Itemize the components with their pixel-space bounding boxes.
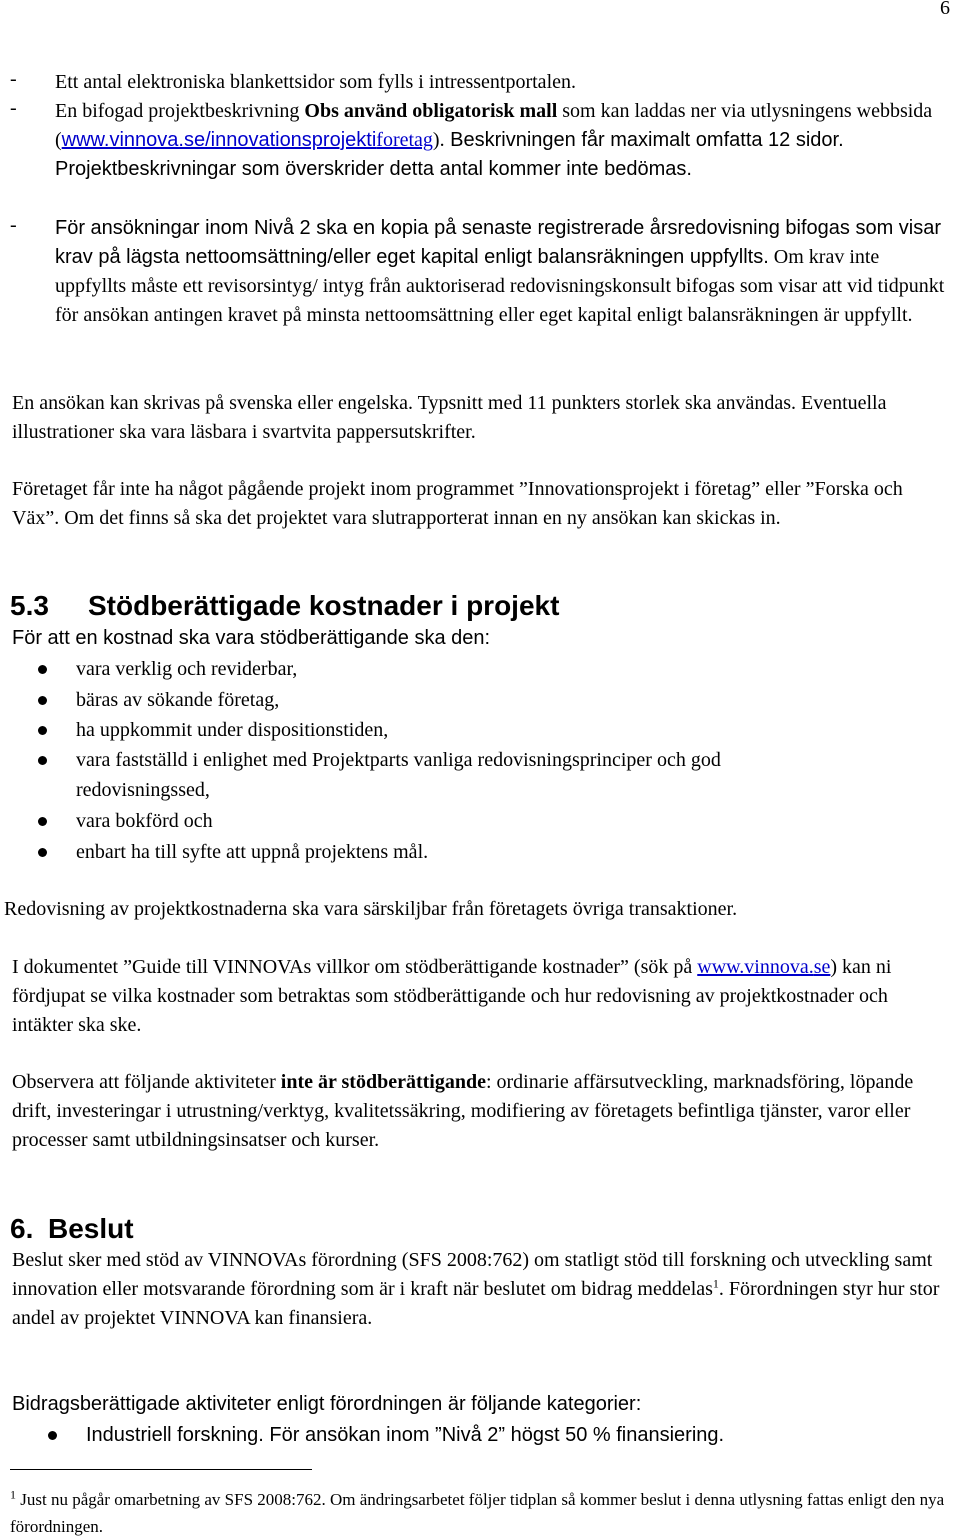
document-page: 6 - Ett antal elektroniska blankettsidor som fylls i intressentportalen. - En bifogad projektbeskrivning Obs använd obligatorisk mall som kan laddas ner via utlysningens webbsida (www.vinnova.se/innovationsprojektiforetag). Beskrivningen får maximalt omfatta 12 sidor. Projektbeskrivningar som överskrider detta antal kommer inte bedömas. - För ansökningar inom Nivå 2 ska en kopia på senaste registrerade årsredovisning bifogas som visar krav på lägsta nettoomsättning/eller eget kapital enligt balansräkningen uppfyllts. Om krav inte uppfyllts måste ett revisorsintyg/ intyg från auktoriserad redovisningskonsult bifogas som visar att vid tidpunkt för ansökan antingen kravet på minsta nettoomsättning eller eget kapital enligt balansräkningen är uppfyllt. En ansökan kan skrivas på svenska eller engelska. Typsnitt med 11 punkters storlek ska användas. Eventuella illustrationer ska vara läsbara i svartvita pappersutskrifter. Företaget får inte ha något pågående projekt inom programmet ”Innovationsprojekt i företag” eller ”Forska och Väx”. Om det finns så ska det projektet vara slutrapporterat innan en ny ansökan kan skickas in. 5.3 Stödberättigade kostnader i projekt För att en kostnad ska vara stödberättigande ska den: vara verklig och reviderbar, bäras av sökande företag, ha uppkommit under dispositionstiden, vara fastställd i enlighet med Projektparts vanliga redovisningsprinciper och god redovisningssed, vara bokförd och enbart ha till syfte att uppnå projektens mål. Redovisning av projektkostnaderna ska vara särskiljbar från företagets övriga transaktioner. I dokumentet ”Guide till VINNOVAs villkor om stödberättigande kostnader” (sök på www.vinnova.se) kan ni fördjupat se vilka kostnader som betraktas som stödberättigande och hur redovisning av projektkostnader och intäkter ska ske. Observera att följande aktiviteter inte är stödberättigande: ordinarie affärsutveckling, marknadsföring, löpande drift, investeringar i utrustning/verktyg, kvalitetssäkring, modifiering av företagets befintliga tjänster, varor eller processer samt utbildningsinsatser och kurser. 6. Beslut Beslut sker med stöd av VINNOVAs förordning (SFS 2008:762) om statligt stöd till forskning och utveckling samt innovation eller motsvarande förordning som är i kraft när beslutet om bidrag meddelas$^1$. Förordningen styr hur stor andel av projektet VINNOVA kan finansiera. Bidragsberättigade aktiviteter enligt förordningen är följande kategorier: Industriell forskning. För ansökan inom ”Nivå 2” högst 50 % finansiering. $^1$ Just nu pågår omarbetning av SFS 2008:762. Om ändringsarbetet följer tidplan så kommer beslut i denna utlysning fattas enligt den nya förordningen. bbox=[0, 0, 960, 1534]
footnote: $^1$ Just nu pågår omarbetning av SFS 2008:762. Om ändringsarbetet följer tidplan så kommer beslut i denna utlysning fattas enligt den nya förordningen. bbox=[10, 1487, 945, 1536]
paragraph-ongoing-projects: Företaget får inte ha något pågående projekt inom programmet ”Innovationsprojekt i företag” eller ”Forska och Väx”. Om det finns så ska det projektet vara slutrapporterat innan en ny ansökan kan skickas in. bbox=[12, 478, 903, 529]
bullet-icon bbox=[38, 848, 47, 857]
dash-item-3: För ansökningar inom Nivå 2 ska en kopia på senaste registrerade årsredovisning bifogas som visar krav på lägsta nettoomsättning/eller eget kapital enligt balansräkningen uppfyllts. Om krav inte uppfyllts måste ett revisorsintyg/ intyg från auktoriserad redovisningskonsult bifogas som visar att vid tidpunkt för ansökan antingen kravet på minsta nettoomsättning eller eget kapital enligt balansräkningen är uppfyllt. bbox=[55, 217, 945, 326]
footnote-marker: 1 bbox=[10, 1487, 16, 1502]
footnote-ref: 1 bbox=[712, 1276, 719, 1291]
paragraph-observera: Observera att följande aktiviteter inte är stödberättigande: ordinarie affärsutveckling, marknadsföring, löpande drift, investeringar i utrustning/verktyg, kvalitetssäkring, modifiering av företagets befintliga tjänster, varor eller processer samt utbildningsinsatser och kurser. bbox=[12, 1071, 914, 1151]
bullet-icon bbox=[38, 665, 47, 674]
dash-marker: - bbox=[10, 68, 17, 90]
paragraph-bidrag: Bidragsberättigade aktiviteter enligt förordningen är följande kategorier: bbox=[12, 1393, 642, 1415]
page-number: 6 bbox=[940, 0, 950, 19]
bullet-icon bbox=[38, 756, 47, 765]
vinnova-link[interactable]: www.vinnova.se bbox=[697, 956, 831, 978]
paragraph-language: En ansökan kan skrivas på svenska eller engelska. Typsnitt med 11 punkters storlek ska användas. Eventuella illustrationer ska vara läsbara i svartvita pappersutskrifter. bbox=[12, 392, 887, 443]
dash-item-1: Ett antal elektroniska blankettsidor som fylls i intressentportalen. bbox=[55, 71, 576, 93]
footnote-divider bbox=[10, 1469, 312, 1470]
bullet-icon bbox=[38, 817, 47, 826]
bullet-icon bbox=[38, 696, 47, 705]
vinnova-innovation-link[interactable]: www.vinnova.se/innovationsprojekti bbox=[61, 129, 377, 151]
dash-marker: - bbox=[10, 97, 17, 119]
section-heading-6: 6. Beslut bbox=[10, 1213, 134, 1244]
paragraph-redovisning: Redovisning av projektkostnaderna ska vara särskiljbar från företagets övriga transaktioner. bbox=[4, 898, 738, 920]
dash-marker: - bbox=[10, 214, 17, 236]
section-heading-5-3: 5.3 Stödberättigade kostnader i projekt bbox=[10, 590, 560, 621]
section-5-3-intro: För att en kostnad ska vara stödberättigande ska den: bbox=[12, 627, 491, 649]
dash-item-2: En bifogad projektbeskrivning Obs använd obligatorisk mall som kan laddas ner via utlysningens webbsida (www.vinnova.se/innovationsprojektiforetag). Beskrivningen får maximalt omfatta 12 sidor. Projektbeskrivningar som överskrider detta antal kommer inte bedömas. bbox=[55, 100, 933, 180]
bullet-icon bbox=[38, 726, 47, 735]
paragraph-guide: I dokumentet ”Guide till VINNOVAs villkor om stödberättigande kostnader” (sök på www.vinnova.se) kan ni fördjupat se vilka kostnader som betraktas som stödberättigande och hur redovisning av projektkostnader och intäkter ska ske. bbox=[12, 956, 892, 1036]
vinnova-foretag-link[interactable]: foretag bbox=[376, 129, 433, 151]
paragraph-beslut: Beslut sker med stöd av VINNOVAs förordning (SFS 2008:762) om statligt stöd till forskning och utveckling samt innovation eller motsvarande förordning som är i kraft när beslutet om bidrag meddelas$^1$. Förordningen styr hur stor andel av projektet VINNOVA kan finansiera. bbox=[12, 1249, 940, 1329]
bullet-icon bbox=[48, 1431, 57, 1440]
